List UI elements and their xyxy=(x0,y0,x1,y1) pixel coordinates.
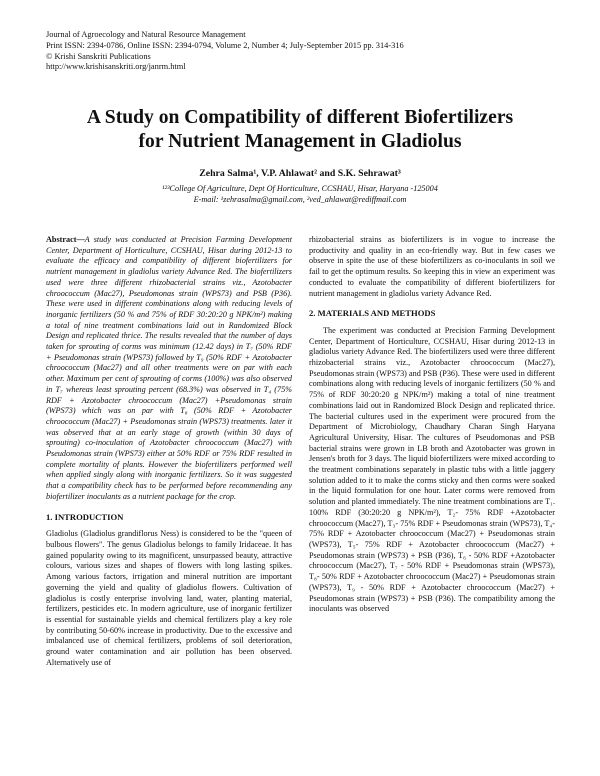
paper-title xyxy=(40,106,560,154)
methods-heading: 2. MATERIALS AND METHODS xyxy=(309,308,436,319)
introduction-heading: 1. INTRODUCTION xyxy=(46,511,124,522)
title-line-2: for Nutrient Management in Gladiolus xyxy=(138,131,462,152)
issn-line: Print ISSN: 2394-0786, Online ISSN: 2394-0794, Volume 2, Number 4; July-September 2015 pp. 314-316 xyxy=(46,40,404,50)
copyright-line: © Krishi Sanskriti Publications xyxy=(46,51,151,61)
introduction-text: Gladiolus (Gladiolus grandiflorus Ness) is considered to be the "queen of bulbous flowers". The genus Gladiolus belongs to family Iridaceae. It has gained popularity owing to its magnificent, unsurpassed beauty, attractive colours, various sizes and shapes of flowers with long lasting spikes. Among various factors, irrigation and mineral nutrition are important governing the yield and quality of gladiolus flowers. Cultivation of gladiolus is costly enterprise involving land, water, planting material, fertilizers, pesticides etc. In modern agriculture, use of inorganic fertilizer is essential for sustainable yields and chemical fertilizers play a key role by contributing 50-60% increase in productivity. Due to the excessive and imbalanced use of chemical fertilizers, problems of soil deterioration, ground water contamination and air pollution has been observed. Alternatively use of xyxy=(46,529,292,667)
right-column xyxy=(309,235,555,615)
journal-header xyxy=(46,30,566,73)
journal-name: Journal of Agroecology and Natural Resource Management xyxy=(46,30,246,39)
author-emails: E-mail: ¹zehrasalma@gmail.com, ²ved_ahlawat@rediffmail.com xyxy=(193,194,407,204)
abstract xyxy=(46,235,292,503)
abstract-label: Abstract— xyxy=(46,235,85,244)
title-line-1: A Study on Compatibility of different Biofertilizers xyxy=(86,107,514,128)
left-column xyxy=(46,235,292,668)
introduction-continued: rhizobacterial strains as biofertilizers is in vogue to increase the productivity and quality in an eco-friendly way. But in few cases we observe in spite the use of these biofertilizers as co-inoculants in soil we fail to get the optimum results. So keeping this in view an experiment was conducted to evaluate the compatibility of different biofertilizers for nutrient management in gladiolus variety Advance Red. xyxy=(309,235,555,298)
author-list: Zehra Salma¹, V.P. Ahlawat² and S.K. Sehrawat³ xyxy=(199,168,401,179)
methods-text: The experiment was conducted at Precision Farming Development Center, Department of Horticulture, CCSHAU, Hisar during 2012-13 in gladiolus variety Advance Red. The biofertilizers used were three different rhizobacterial strains viz., Azotobacter chroococcum (Mac27), Pseudomonas strain (WPS73) and PSB (P36). These were used in different combinations along with reducing levels of inorganic fertilizers (50 % and 75% of RDF 30:20:20 g NPK/m²) making a total of nine treatment combinations laid out in Randomized Block Design and replicated thrice. The bacterial cultures used in the experiment were procured from the Department of Microbiology, Chaudhary Charan Singh Haryana Agricultural University, Hisar. The cultures of Pseudomonas and PSB bacterial strains were grown in LB broth and Azotobacter was grown in Jensen's broth for 3 days. The liquid biofertilizers were mixed according to the treatment combinations separately in plastic tubs with a little jaggery solution added to it to make the corms sticky and then corms were soaked in the liquid formulation for one hour. Later corms were removed from solution and planted immediately. The nine treatment combinations are T₁. 100% RDF (30:20:20 g NPK/m²), T₂- 75% RDF +Azotobacter chroococcum (Mac27), T₃- 75% RDF + Pseudomonas strain (WPS73), T₄- 75% RDF + Azotobacter chroococcum (Mac27) + Pseudomonas strain (WPS73), T₅- 75% RDF + Azotobacter chroococcum (Mac27) + Pseudomonas strain (WPS73) + PSB (P36), T₆ - 50% RDF +Azotobacter chroococcum (Mac27), T₇ - 50% RDF + Pseudomonas strain (WPS73), T₈- 50% RDF + Azotobacter chroococcum (Mac27) + Pseudomonas strain (WPS73), T₉ - 50% RDF + Azotobacter chroococcum (Mac27) + Pseudomonas strain (WPS73) + PSB (P36). The compatibility among the inoculants was observed xyxy=(309,325,555,614)
affiliation-block xyxy=(40,184,560,205)
affiliation: ¹²³College Of Agriculture, Dept Of Horticulture, CCSHAU, Hisar, Haryana -125004 xyxy=(162,184,438,193)
journal-url[interactable]: http://www.krishisanskriti.org/janrm.html xyxy=(46,62,186,72)
abstract-text: A study was conducted at Precision Farming Development Center, Department of Horticulture, CCSHAU, Hisar during 2012-13 to evaluate the efficacy and compatibility of different biofertilizers for nutrient management in gladiolus variety Advance Red. The biofertilizers used were three different rhizobacterial strains viz., Azotobacter chroococcum (Mac27), Pseudomonas strain (WPS73) and PSB (P36). These were used in different combinations along with reducing levels of inorganic fertilizers (50 % and 75% of RDF 30:20:20 g NPK/m²) making a total of nine treatment combinations laid out in Randomized Block Design and replicated thrice. The results revealed that the number of days taken for sprouting of corms was minimum (12.42 days) in T₇ (50% RDF + Pseudomonas strain (WPS73) followed by T₉ (50% RDF + Azotobacter chroococcum (Mac27) and all other treatments were on par with each other. Maximum per cent of sprouting of corms (100%) was also observed in T₇ whereas least sprouting percent (68.3%) was observed in T₄ (75% RDF + Azotobacter chroococcum (Mac27) +Pseudomonas strain (WPS73) which was on par with T₈ (50% RDF + Azotobacter chroococcum (Mac27) + Pseudomonas strain (WPS73) treatments. later it was observed that at an early stage of growth (within 30 days of sprouting) co-inoculation of Azotobacter chroococcum (Mac27) with Pseudomonas strain (WPS73) either at 50% RDF or 75% RDF resulted in complete mortality of plants. However the biofertilizers performed well when applied singly along with inorganic fertilizers. So it was suggested that a compatibility check has to be performed before recommending any biofertilizer inoculants as a nutrient package for the crop. xyxy=(46,235,292,501)
